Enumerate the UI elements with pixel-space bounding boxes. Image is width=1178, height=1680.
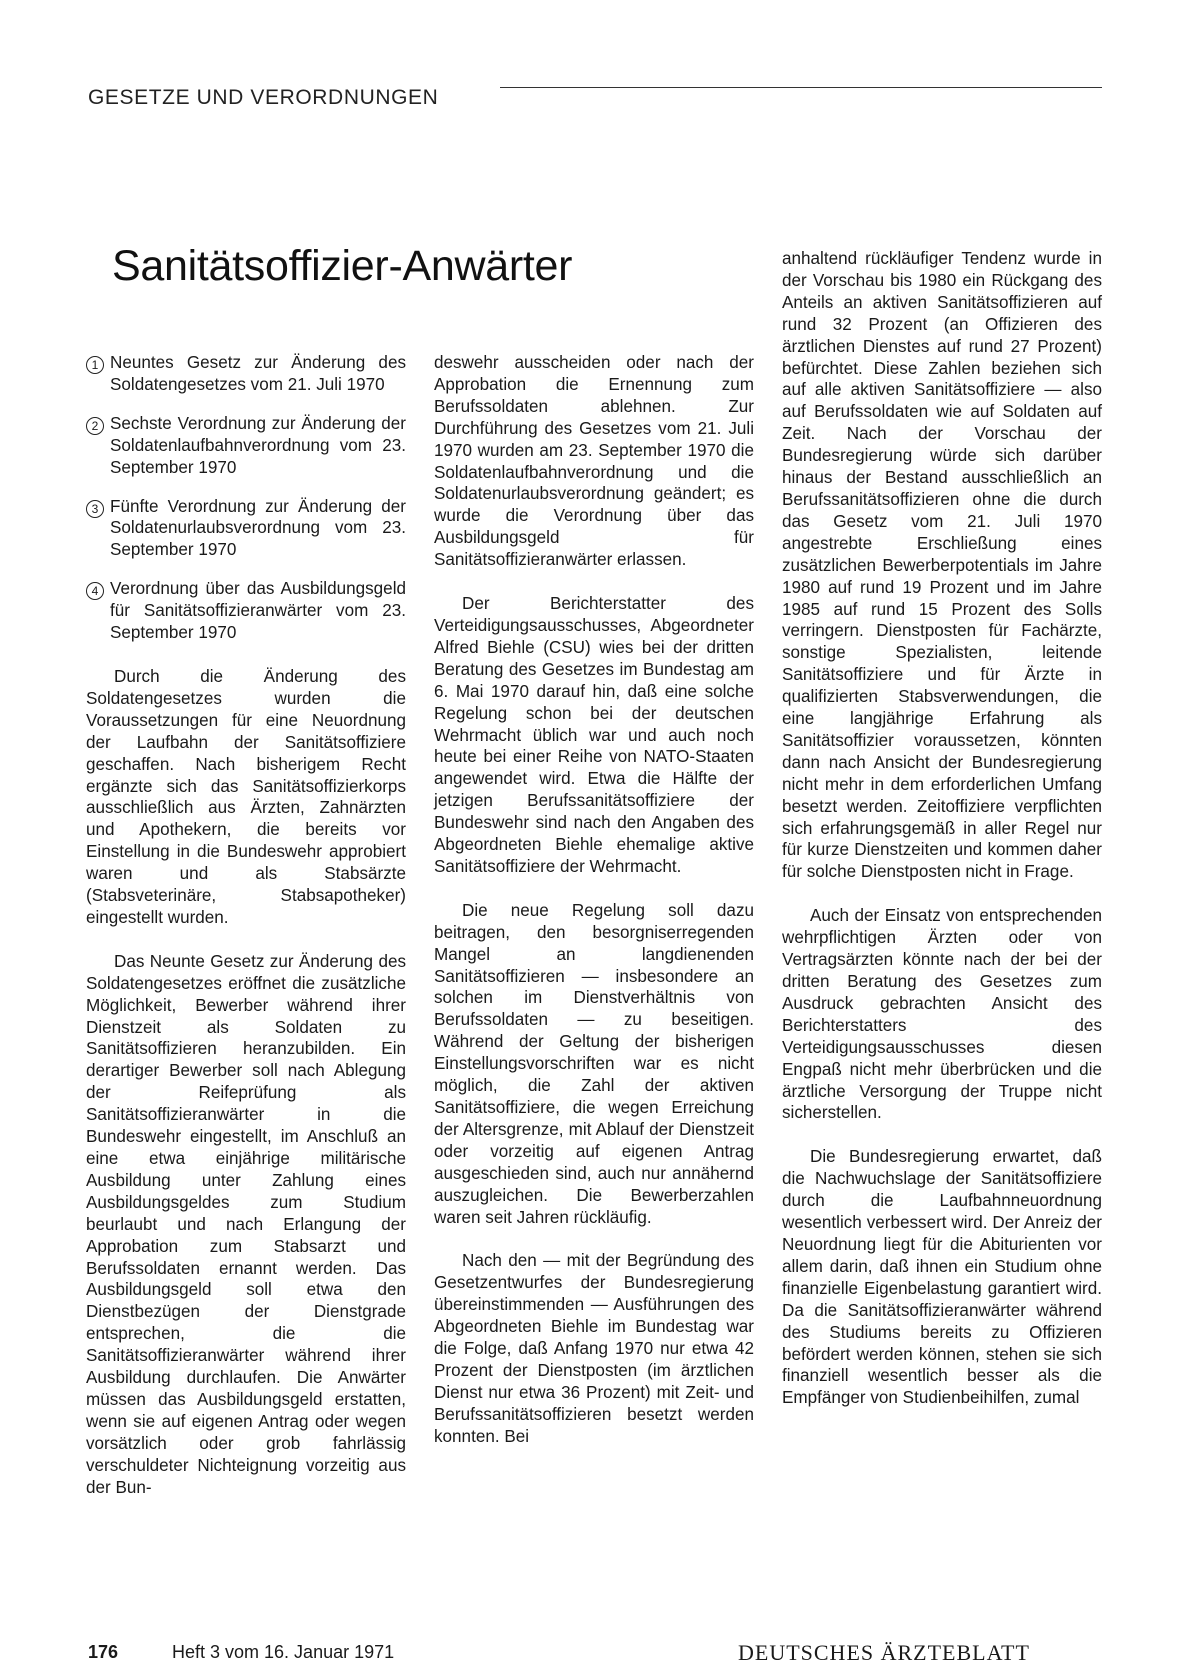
page-number: 176 <box>88 1642 119 1662</box>
enumeration-text: Sechste Verordnung zur Änderung der Soldatenlaufbahnverordnung vom 23. September 1970 <box>110 413 406 477</box>
column-2 <box>434 352 754 1448</box>
body-paragraph: anhaltend rückläufiger Tendenz wurde in der Vorschau bis 1980 ein Rückgang des Anteils an aktiven Sanitätsoffizieren auf rund 32 Prozent (an Offizieren des ärztlichen Dienstes auf rund 27 Prozent) befürchtet. Diese Zahlen beziehen sich auf alle aktiven Sanitätsoffiziere — also auf Berufssoldaten wie auf Soldaten auf Zeit. Nach der Vorschau der Bundesregierung würde sich darüber hinaus der Bestand ausschließlich an Berufssanitätsoffizieren ohne die durch das Gesetz vom 21. Juli 1970 angestrebte Erschließung eines zusätzlichen Bewerberpotentials im Jahre 1980 auf rund 19 Prozent und im Jahre 1985 auf rund 15 Prozent des Solls verringern. Dienstposten für Fachärzte, sonstige Spezialisten, leitende Sanitätsoffiziere und für Ärzte in qualifizierten Stabsverwendungen, die eine langjährige Erfahrung als Sanitätsoffizier voraussetzen, könnten dann nach Ansicht der Bundesregierung nicht mehr in dem erforderlichen Umfang besetzt werden. Zeitoffiziere verpflichten sich erfahrungsgemäß in aller Regel nur für kurze Dienstzeiten und kommen daher für solche Dienstposten nicht in Frage. <box>782 249 1102 882</box>
header-rule <box>500 87 1102 88</box>
enumeration-text: Fünfte Verordnung zur Änderung der Soldatenurlaubsverordnung vom 23. September 1970 <box>110 496 406 560</box>
enumeration-item <box>86 352 406 396</box>
enumeration-item <box>86 413 406 479</box>
body-paragraph: Auch der Einsatz von entsprechenden wehrpflichtigen Ärzten oder von Vertragsärzten könnte nach der bei der dritten Beratung des Gesetzes zum Ausdruck gebrachten Ansicht des Berichterstatters des Verteidigungsausschusses diesen Engpaß nicht mehr überbrücken und die ärztliche Versorgung der Truppe nicht sicherstellen. <box>782 906 1102 1123</box>
issue-info: Heft 3 vom 16. Januar 1971 <box>172 1642 395 1662</box>
journal-name: DEUTSCHES ÄRZTEBLATT <box>738 1640 1030 1665</box>
body-paragraph: Durch die Änderung des Soldatengesetzes wurden die Voraussetzungen für eine Neuordnung der Laufbahn der Sanitätsoffiziere geschaffen. Nach bisherigem Recht ergänzte sich das Sanitätsoffizierkorps ausschließlich aus Ärzten, Zahnärzten und Apothekern, die bereits vor Einstellung in die Bundeswehr approbiert waren und als Stabsärzte (Stabsveterinäre, Stabsapotheker) eingestellt wurden. <box>86 666 406 927</box>
circled-number: 2 <box>86 414 110 433</box>
circled-number: 1 <box>86 353 110 372</box>
enumeration-text: Verordnung über das Ausbildungsgeld für Sanitätsoffizieranwärter vom 23. September 1970 <box>110 579 406 643</box>
enumeration-item <box>86 578 406 644</box>
body-paragraph: Der Berichterstatter des Verteidigungsausschusses, Abgeordneter Alfred Biehle (CSU) wies bei der dritten Beratung des Gesetzes im Bundestag am 6. Mai 1970 darauf hin, daß eine solche Regelung schon bei der deutschen Wehrmacht üblich war und auch noch heute bei einer Reihe von NATO-Staaten angewendet wird. Etwa die Hälfte der jetzigen Berufssanitätsoffiziere der Bundeswehr sind nach den Angaben des Abgeordneten Biehle ehemalige aktive Sanitätsoffiziere der Wehrmacht. <box>434 594 754 876</box>
body-paragraph: Das Neunte Gesetz zur Änderung des Soldatengesetzes eröffnet die zusätzliche Möglichkeit, Bewerber während ihrer Dienstzeit als Soldaten zu Sanitätsoffizieren heranzubilden. Ein derartiger Bewerber soll nach Ablegung der Reifeprüfung als Sanitätsoffizieranwärter in die Bundeswehr eingestellt, im Anschluß an eine etwa einjährige militärische Ausbildung unter Zahlung eines Ausbildungsgeldes zum Studium beurlaubt und nach Erlangung der Approbation zum Stabsarzt und Berufssoldaten ernannt werden. Das Ausbildungsgeld soll etwa den Dienstbezügen der Dienstgrade entsprechen, die die Sanitätsoffizieranwärter während ihrer Ausbildung durchlaufen. Die Anwärter müssen das Ausbildungsgeld erstatten, wenn sie auf eigenen Antrag oder wegen vorsätzlich oder grob fahrlässig verschuldeter Nichteignung vorzeitig aus der Bun- <box>86 951 406 1497</box>
article-title: Sanitätsoffizier-Anwärter <box>112 242 573 290</box>
body-paragraph: Die Bundesregierung erwartet, daß die Nachwuchslage der Sanitätsoffiziere durch die Laufbahnneuordnung wesentlich verbessert wird. Der Anreiz der Neuordnung liegt für die Abiturienten vor allem darin, daß ihnen ein Studium ohne finanzielle Eigenbelastung garantiert wird. Da die Sanitätsoffizieranwärter während des Studiums bereits zu Offizieren befördert werden können, stehen sie sich finanziell wesentlich besser als die Empfänger von Studienbeihilfen, zumal <box>782 1147 1102 1408</box>
column-1 <box>86 352 406 1499</box>
body-paragraph: Nach den — mit der Begründung des Gesetzentwurfes der Bundesregierung übereinstimmenden — Ausführungen des Abgeordneten Biehle im Bundestag war die Folge, daß Anfang 1970 nur etwa 42 Prozent der Dienstposten (im ärztlichen Dienst nur etwa 36 Prozent) mit Zeit- und Berufssanitätsoffizieren besetzt werden konnten. Bei <box>434 1251 754 1446</box>
column-3 <box>782 248 1102 1409</box>
body-paragraph: deswehr ausscheiden oder nach der Approbation die Ernennung zum Berufssoldaten ablehnen. Zur Durchführung des Gesetzes vom 21. Juli 1970 wurden am 23. September 1970 die Soldatenlaufbahnverordnung und die Soldatenurlaubsverordnung geändert; es wurde die Verordnung über das Ausbildungsgeld für Sanitätsoffizieranwärter erlassen. <box>434 353 754 570</box>
enumeration-item <box>86 496 406 562</box>
circled-number: 3 <box>86 497 110 516</box>
circled-number: 4 <box>86 579 110 598</box>
section-header: GESETZE UND VERORDNUNGEN <box>88 86 439 109</box>
enumeration-text: Neuntes Gesetz zur Änderung des Soldatengesetzes vom 21. Juli 1970 <box>110 353 406 394</box>
body-paragraph: Die neue Regelung soll dazu beitragen, den besorgniserregenden Mangel an langdienenden Sanitätsoffizieren — insbesondere an solchen im Dienstverhältnis von Berufssoldaten — zu beseitigen. Während der Geltung der bisherigen Einstellungsvorschriften war es nicht möglich, die Zahl der aktiven Sanitätsoffiziere, die wegen Erreichung der Altersgrenze, mit Ablauf der Dienstzeit oder vorzeitig auf eigenen Antrag ausgeschieden sind, auch nur annähernd auszugleichen. Die Bewerberzahlen waren seit Jahren rückläufig. <box>434 900 754 1227</box>
